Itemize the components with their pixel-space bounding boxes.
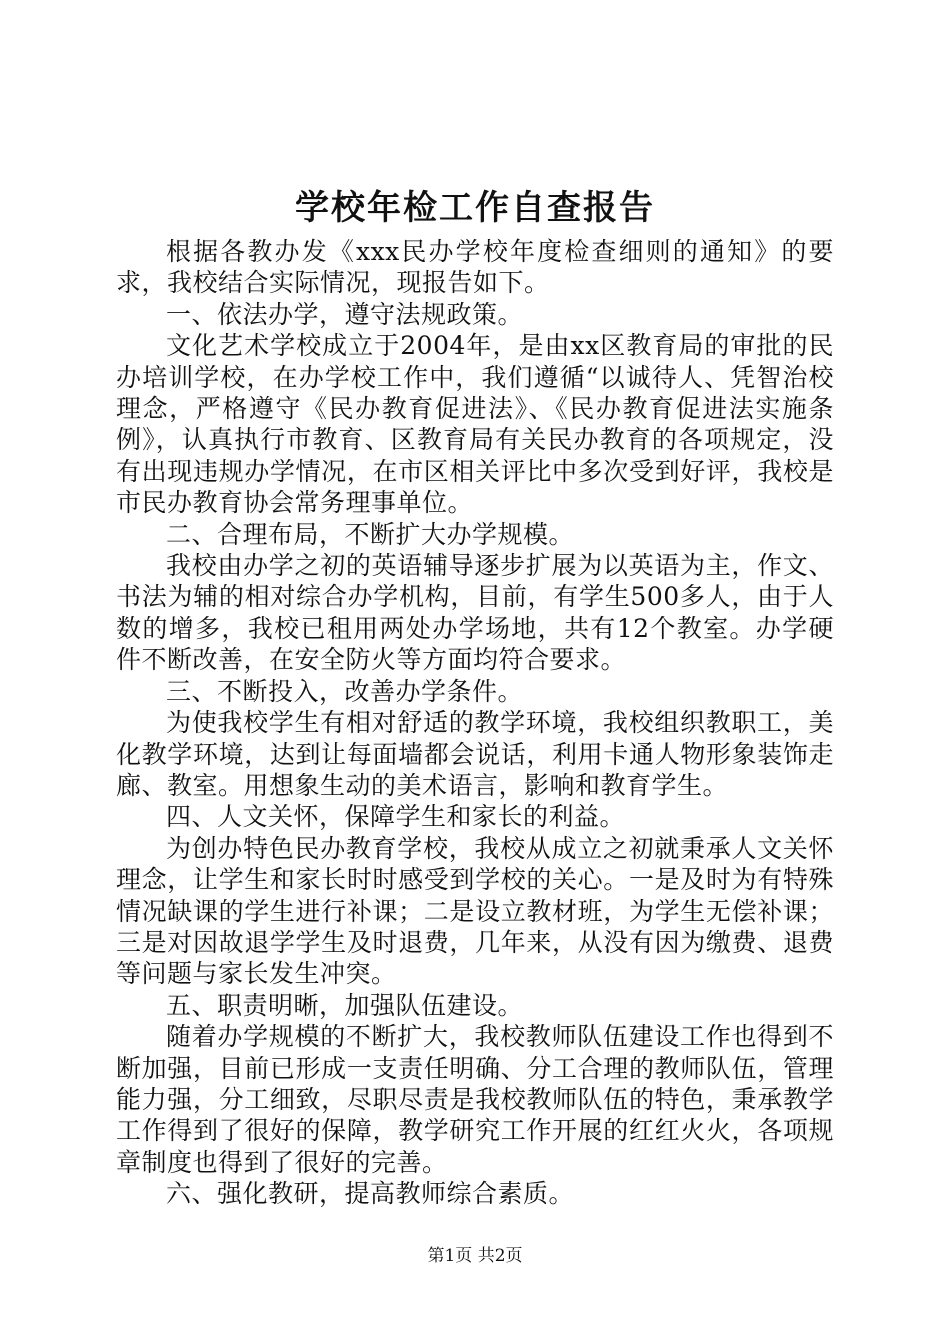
- document-body: [116, 236, 834, 1210]
- section-paragraph-2: 我校由办学之初的英语辅导逐步扩展为以英语为主，作文、书法为辅的相对综合办学机构，目前，有学生500多人，由于人数的增多，我校已租用两处办学场地，共有12个教室。办学硬件不断改善，在安全防火等方面均符合要求。: [116, 551, 834, 675]
- section-paragraph-1: 文化艺术学校成立于2004年，是由xx区教育局的审批的民办培训学校，在办学校工作中，我们遵循“以诚待人、凭智治校理念，严格遵守《民办教育促进法》、《民办教育促进法实施条例》，认真执行市教育、区教育局有关民办教育的各项规定，没有出现违规办学情况，在市区相关评比中多次受到好评，我校是市民办教育协会常务理事单位。: [116, 331, 834, 518]
- page-number-footer: 第1页 共2页: [427, 1246, 523, 1266]
- section-heading-2: 二、合理布局，不断扩大办学规模。: [166, 519, 575, 549]
- section-heading-3: 三、不断投入，改善办学条件。: [166, 676, 524, 706]
- document-title: 学校年检工作自查报告: [295, 188, 655, 228]
- section-paragraph-4: 为创办特色民办教育学校，我校从成立之初就秉承人文关怀理念，让学生和家长时时感受到学校的关心。一是及时为有特殊情况缺课的学生进行补课；二是设立教材班，为学生无偿补课；三是对因故退学学生及时退费，几年来，从没有因为缴费、退费等问题与家长发生冲突。: [116, 833, 834, 989]
- section-paragraph-3: 为使我校学生有相对舒适的教学环境，我校组织教职工，美化教学环境，达到让每面墙都会说话，利用卡通人物形象装饰走廊、教室。用想象生动的美术语言，影响和教育学生。: [116, 708, 834, 800]
- section-heading-6: 六、强化教研，提高教师综合素质。: [166, 1179, 575, 1209]
- section-paragraph-5: 随着办学规模的不断扩大，我校教师队伍建设工作也得到不断加强，目前已形成一支责任明确、分工合理的教师队伍，管理能力强，分工细致，尽职尽责是我校教师队伍的特色，秉承教学工作得到了很好的保障，教学研究工作开展的红红火火，各项规章制度也得到了很好的完善。: [116, 1022, 834, 1177]
- intro-paragraph: 根据各教办发《xxx民办学校年度检查细则的通知》的要求，我校结合实际情况，现报告如下。: [116, 237, 834, 298]
- section-heading-4: 四、人文关怀，保障学生和家长的利益。: [166, 802, 626, 832]
- section-heading-5: 五、职责明晰，加强队伍建设。: [166, 990, 524, 1020]
- section-heading-1: 一、依法办学，遵守法规政策。: [166, 299, 524, 329]
